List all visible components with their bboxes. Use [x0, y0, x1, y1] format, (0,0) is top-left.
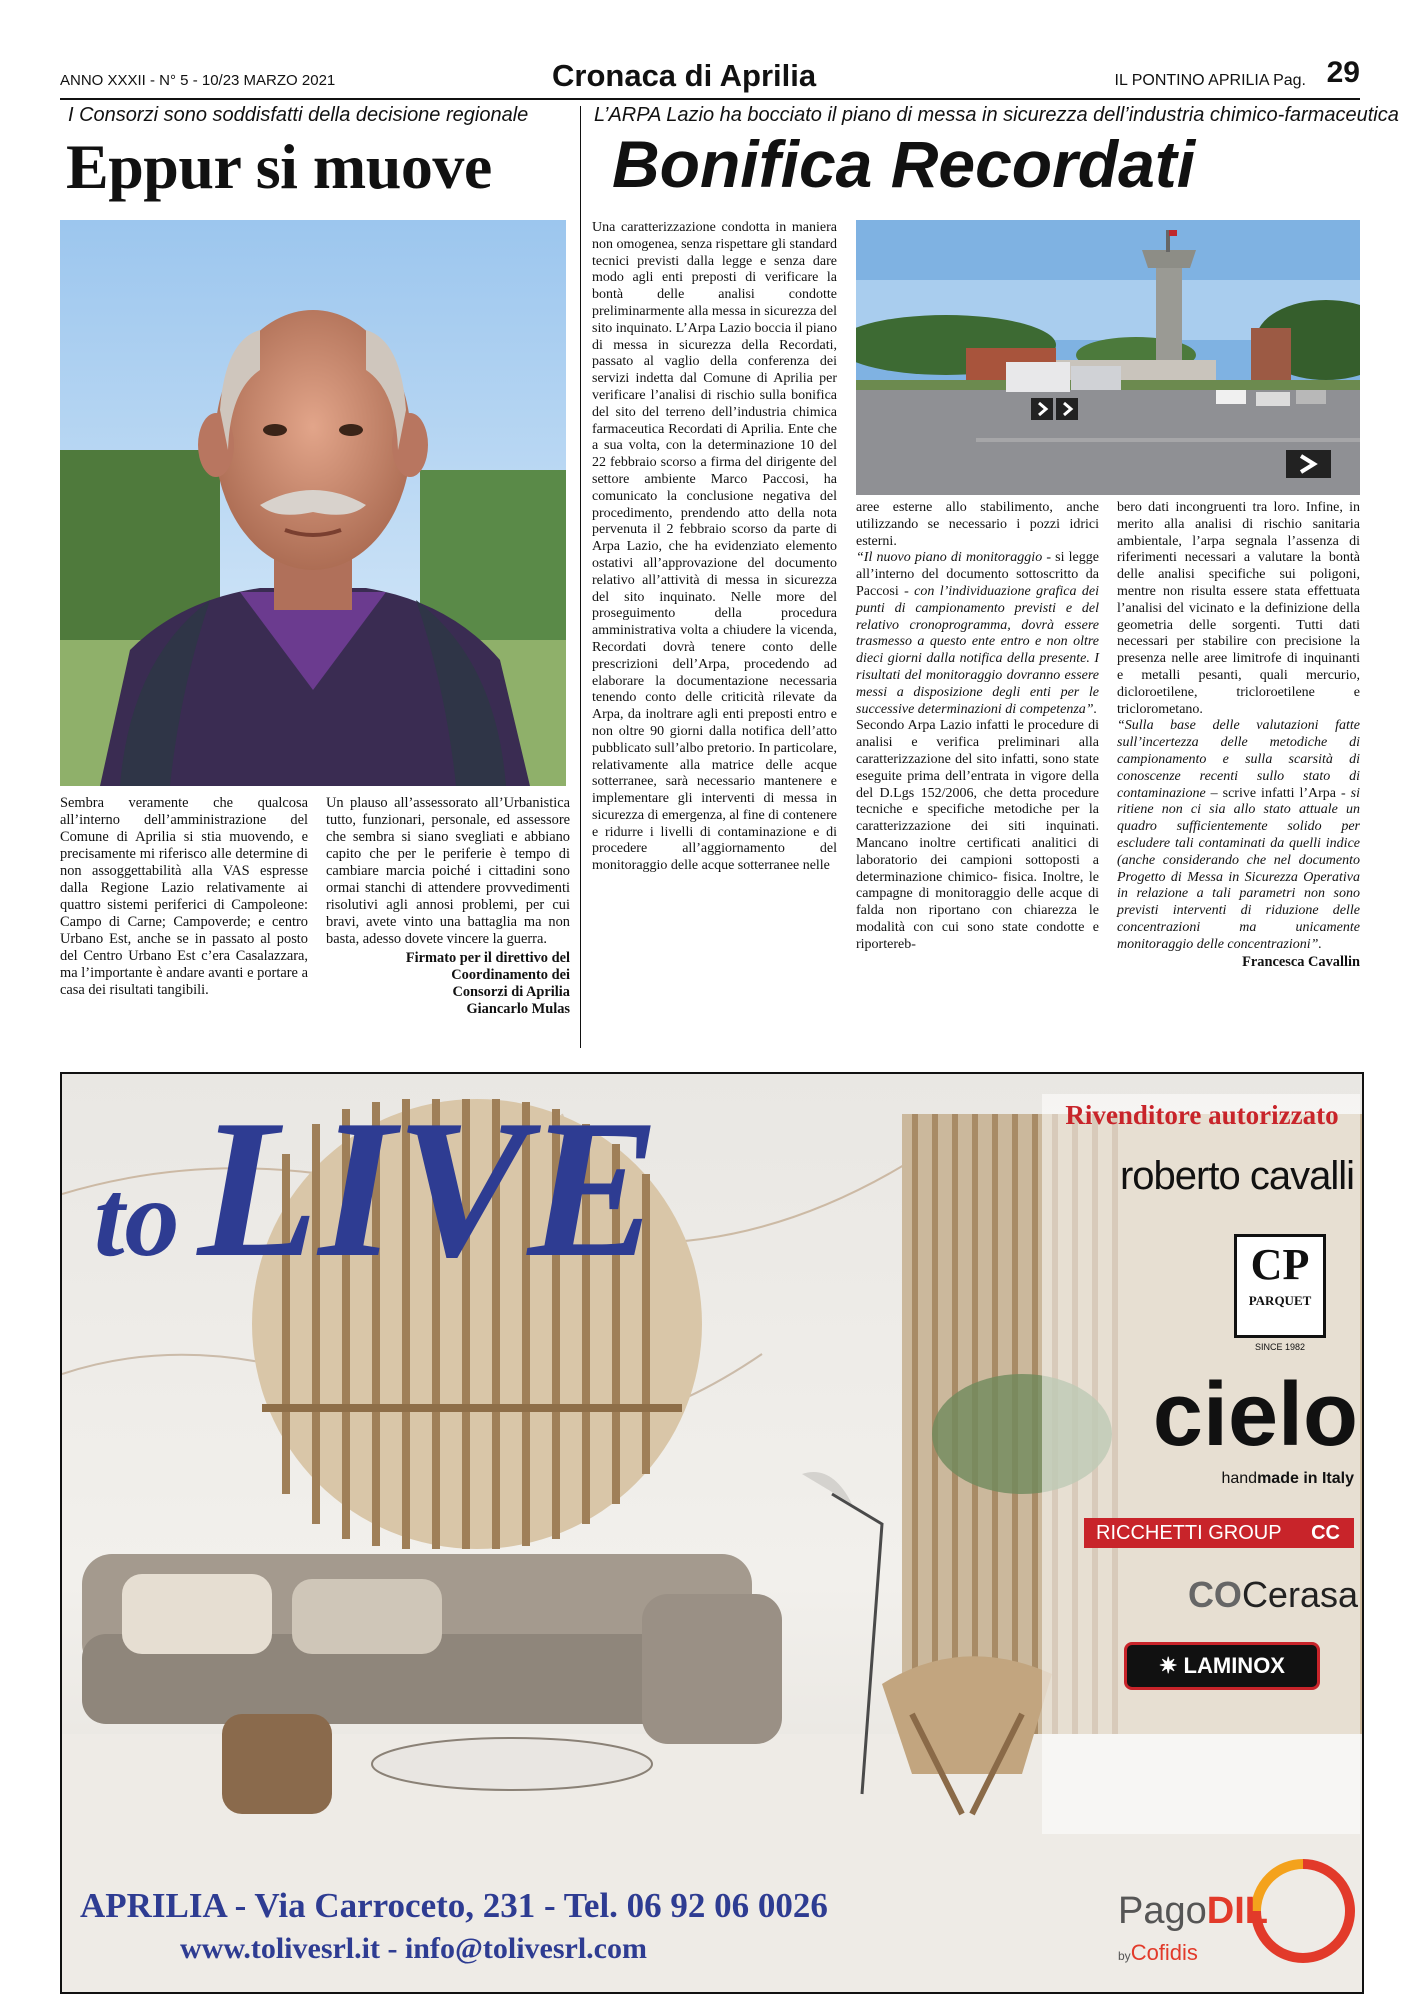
- cielo-tagline: [1062, 1470, 1354, 1488]
- cofidis-text: Cofidis: [1130, 1940, 1198, 1965]
- ricchetti-text: RICCHETTI GROUP: [1096, 1522, 1282, 1544]
- cp-parquet-text: PARQUET: [1248, 1293, 1312, 1308]
- publication-name: IL PONTINO APRILIA Pag.: [1114, 72, 1306, 89]
- left-article-col1: [60, 795, 308, 999]
- laminox-logo: [1124, 1642, 1320, 1690]
- ricchetti-group-logo: [1084, 1518, 1354, 1548]
- sig-line-3: Consorzi di Aprilia: [452, 984, 570, 1000]
- store-address: APRILIA - Via Carroceto, 231 - Tel. 06 92 06 0026: [80, 1886, 828, 1925]
- issue-info: ANNO XXXII - N° 5 - 10/23 MARZO 2021: [60, 72, 336, 89]
- quote2-body: si ritiene non ci sia allo stato attuale un quadro sufficientemente solido per escludere tali contaminati da quelli indice (anche considerando che nel documento Progetto di Messa in Sicurezza Operativa in relazione a tali parametri non sono previsti interventi di riduzione delle concentrazioni ma unicamente monitoraggio delle concentrazioni”.: [1117, 785, 1360, 952]
- cp-since: SINCE 1982: [1254, 1342, 1306, 1352]
- quote2-attribution: – scrive infatti l’Arpa -: [1205, 785, 1351, 801]
- by-cofidis: [1118, 1940, 1198, 1966]
- page-number: 29: [1326, 56, 1360, 89]
- right-col2-text-a: aree esterne allo stabilimento, anche utilizzando se necessario i pozzi idrici esterni.: [856, 500, 1099, 549]
- store-web-email[interactable]: [180, 1932, 647, 1966]
- left-signature: [326, 950, 570, 1018]
- right-signature: Francesca Cavallin: [1242, 953, 1360, 970]
- article-divider: [580, 106, 581, 1048]
- pagodil-logo: [1118, 1856, 1358, 1976]
- quote2-lead: “Sulla base delle valutazioni fatte sull’incertezza delle metodiche di campionamento e sulla scarsità di conoscenze recenti sullo stato di contaminazione: [1117, 718, 1360, 801]
- factory-photo: [856, 220, 1360, 495]
- section-title: Cronaca di Aprilia: [552, 58, 817, 93]
- ricchetti-mark: CC: [1311, 1522, 1340, 1544]
- right-article-col2: [856, 500, 1099, 954]
- right-col1-text: Una caratterizzazione condotta in maniera non omogenea, senza rispettare gli standard tecnici previsti dalla legge e senza dare modo agli enti preposti di verificare la bontà delle analisi condotte preliminarmente alla messa in sicurezza del sito inquinato. L’Arpa Lazio boccia il piano di messa in sicurezza della Recordati, passato al vaglio della conferenza dei servizi indetta dal Comune di Aprilia per verificare l’analisi di rischio sulla bonifica del sito del terreno dell’industria chimica farmaceutica Recordati di Aprilia. Ente che a sua volta, con la determinazione 10 del 22 febbraio scorso a firma del dirigente del settore ambiente Marco Paccosi, ha comunicato la conclusione negativa del procedimento, prendendo atto della nota pervenuta il 2 febbraio scorso da parte di Arpa Lazio, che ha evidenziato elemento ostativi all’approvazione del documento relativo all’attività di messa in sicurezza del sito inquinato. Nelle more del proseguimento della procedura amministrativa volta a chiudere la vicenda, Recordati dovrà tenere conto delle prescrizioni dell’Arpa, procedendo ad elaborare la documentazione necessaria tenendo conto delle criticità rilevate da Arpa, da inoltrare agli enti preposti entro e non oltre 90 giorni dalla notifica dell’atto pubblicato sull’albo pretorio. In particolare, relativamente alla matrice delle acque sotterranee, sarà necessario mantenere e implementare gli interventi di messa in sicurezza di emergenza, al fine di contenere e ridurre i livelli di contaminazione e di procedere all’aggiornamento del monitoraggio delle acque sotterranee nelle: [592, 220, 837, 874]
- store-web-email-text[interactable]: www.tolivesrl.it - info@tolivesrl.com: [180, 1932, 647, 1965]
- cerasa-logo: [1092, 1574, 1358, 1616]
- by-text: by: [1118, 1949, 1131, 1963]
- right-col2-text-c: Secondo Arpa Lazio infatti le procedure di analisi e verifica preliminari alla caratterizzazione del sito infatti, sono state eseguite prima dell’entrata in vigore della del D.Lgs 152/2006, che detta procedure tecniche e specifiche metodiche per la caratterizzazione dei siti inquinati. Mancano inoltre certificati analitici di laboratorio dei campioni sottoposti a determinazione chimico- fisica. Inoltre, le campagne di monitoraggio delle acque di falda non riportano con chiarezza le modalità con cui sono state condotte e riportereb-: [856, 718, 1099, 952]
- sig-line-2: Coordinamento dei: [451, 967, 570, 983]
- authorized-dealer-label: Rivenditore autorizzato: [1065, 1100, 1339, 1130]
- right-col2-quote-paragraph: [856, 550, 1099, 718]
- cerasa-mark: CO: [1187, 1574, 1242, 1615]
- right-col3-text-a: bero dati incongruenti tra loro. Infine, in merito alla analisi di rischio sanitaria ambientale, l’arpa segnala l’assenza di riferimenti necessari a valutare la bontà delle analisi specifiche sui poligoni, mentre non risulta essere stata effettuata l’analisi del vicinato e la definizione della geometria delle sorgenti. Tutti dati necessari per stabilire con precisione la presenza nelle aree limitrofe di inquinanti e metalli pesanti, quali mercurio, dicloroetilene, tricloroetilene e triclorometano.: [1117, 500, 1360, 717]
- dil-text: DIL: [1206, 1890, 1268, 1932]
- cielo-tagline-hand: hand: [1221, 1470, 1258, 1487]
- right-article-col1: [592, 220, 837, 875]
- left-headline: Eppur si muove: [66, 131, 492, 202]
- roberto-cavalli-logo: roberto cavalli: [1119, 1154, 1354, 1198]
- tolive-advert: [60, 1072, 1364, 1994]
- cerasa-text: Cerasa: [1241, 1574, 1358, 1615]
- left-col1-text: Sembra veramente che qualcosa all’interno dell’amministrazione del Comune di Aprilia si stia muovendo, e precisamente mi riferisco alle determine di non assoggettabilità alla VAS espresse dalla Regione Lazio relativamente ai quattro sistemi periferici di Campoleone: Campo di Carne; Campoverde; e centro Urbano Est, anche se in passato al posto del Centro Urbano Est c’era Casalazzara, ma l’importante è andare avanti e portare a casa dei risultati tangibili.: [60, 795, 308, 998]
- tolive-logo-to: to: [94, 1157, 180, 1279]
- right-col3-quote-paragraph: [1117, 718, 1360, 953]
- pago-text: Pago: [1118, 1890, 1207, 1932]
- quote-attribution: si legge all’interno del documento sottoscritto da Paccosi -: [856, 550, 1099, 599]
- masthead: [60, 56, 1360, 100]
- right-kicker: L’ARPA Lazio ha bocciato il piano di messa in sicurezza dell’industria chimico-farmaceutica: [594, 104, 1399, 126]
- sig-line-1: Firmato per il direttivo del: [405, 950, 570, 966]
- portrait-man-image: [60, 220, 566, 786]
- cp-parquet-logo: [1234, 1234, 1326, 1338]
- right-headline: Bonifica Recordati: [612, 127, 1196, 201]
- left-kicker: I Consorzi sono soddisfatti della decisione regionale: [68, 104, 529, 126]
- left-col2-text: Un plauso all’assessorato all’Urbanistica tutto, funzionari, personale, ed assessore che sembra si siano svegliati e abbiano capito che per le periferie è tempo di cambiare marcia poiché i cittadini sono ormai stanchi di attendere provvedimenti risolutivi agli annosi problemi, per cui bravi, avete vinto una battaglia ma non basta, adesso dovete vincere la guerra.: [326, 795, 570, 947]
- laminox-text: LAMINOX: [1183, 1653, 1285, 1678]
- cielo-tagline-rest: made in Italy: [1257, 1470, 1354, 1487]
- cp-letters: CP: [1250, 1240, 1310, 1289]
- cielo-logo: cielo: [1152, 1365, 1358, 1465]
- quote-lead: “Il nuovo piano di monitoraggio -: [856, 550, 1052, 566]
- right-article-col3: [1117, 500, 1360, 971]
- pagodil-wordmark: [1118, 1890, 1268, 1933]
- quote-body: con l’individuazione grafica dei punti di campionamento previsti e del relativo cronoprogramma, dovrà essere trasmesso a questo ente entro e non oltre dieci giorni dalla notifica della presente. I risultati del monitoraggio dovranno essere messi a disposizione degli enti per le successive determinazioni di competenza”.: [856, 583, 1099, 717]
- laminox-star-icon: ✷: [1159, 1653, 1184, 1678]
- recordati-plant-image: [856, 220, 1360, 495]
- portrait-photo: [60, 220, 566, 786]
- tolive-logo-live: LIVE: [197, 1079, 660, 1298]
- left-article-col2: [326, 795, 570, 1018]
- tolive-logo: [94, 1079, 660, 1298]
- sig-line-4: Giancarlo Mulas: [466, 1001, 570, 1017]
